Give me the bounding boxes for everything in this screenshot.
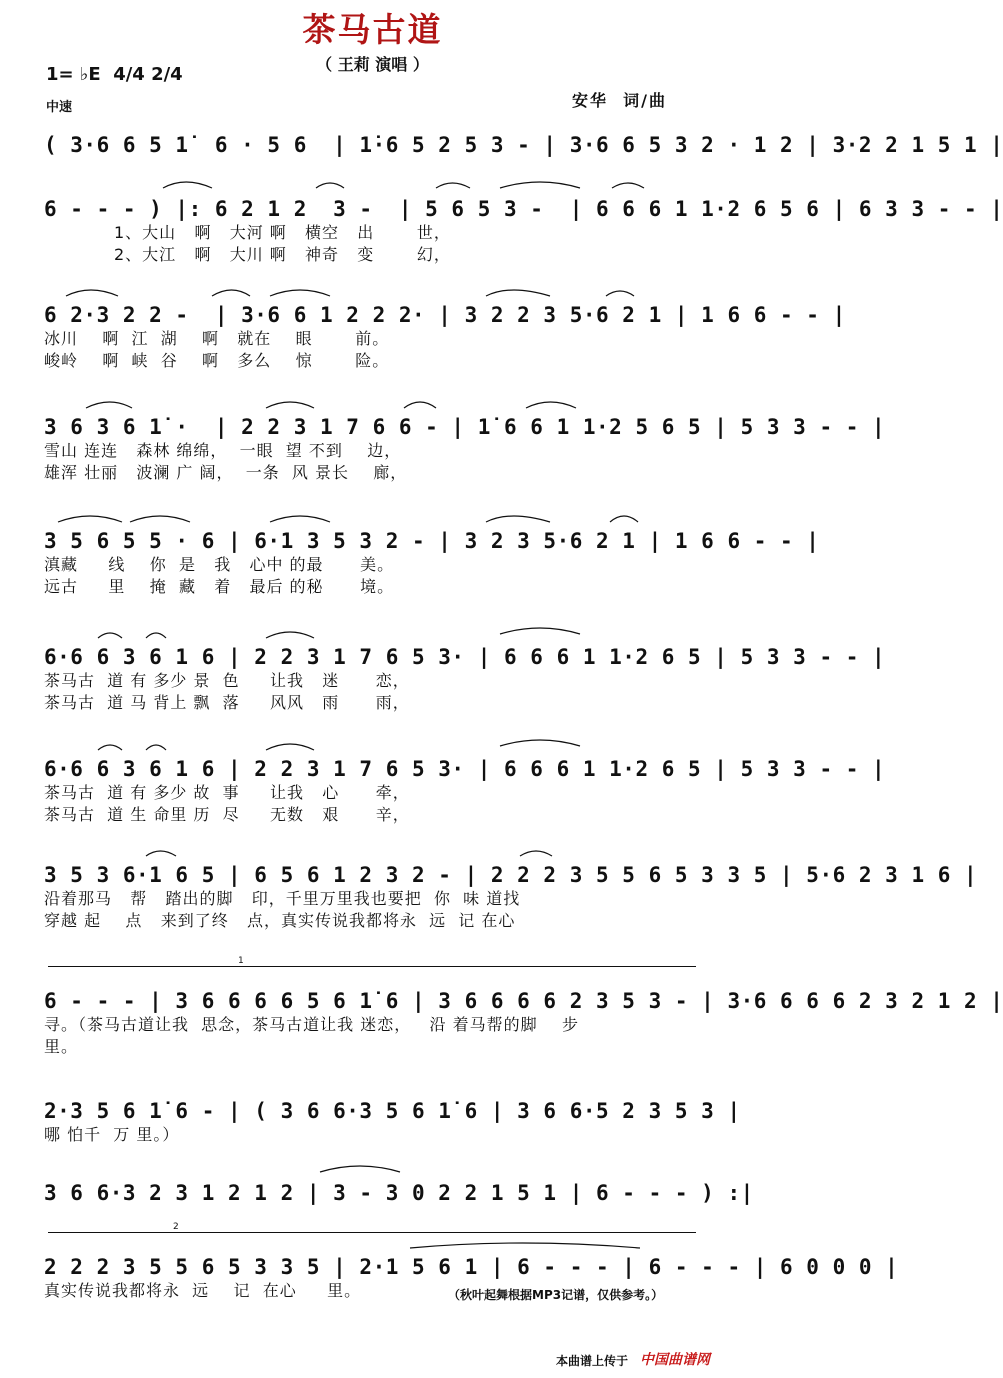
score-system	[44, 644, 886, 714]
score-system	[44, 528, 820, 598]
notation-line: 3 5 6 5 5 · 6 | 6·1 3 5 3 2 - | 3 2 3 5·6 2 1 | 1 6 6 - - |	[44, 529, 820, 553]
score-system	[44, 1098, 741, 1146]
credits: 安华 词/曲	[572, 91, 667, 110]
lyric-verse-2: 峻岭 啊 峡 谷 啊 多么 惊 险。	[44, 351, 390, 370]
notation-line: ( 3·6 6 5 1̇ 6 · 5 6 | 1̇·6 5 2 5 3 - | 3·6 6 5 3 2 · 1 2 | 3·2 2 1 5 1 |	[44, 133, 1003, 157]
singer-label: （ 王莉 演唱 ）	[316, 55, 429, 74]
score-system	[44, 1180, 754, 1206]
score-system	[44, 196, 1003, 266]
footer-text: 本曲谱上传于	[556, 1354, 629, 1368]
score-system	[44, 988, 1003, 1058]
lyric-verse-1: 哪 怕千 万 里。）	[44, 1125, 180, 1144]
lyric-verse-1: 茶马古 道 有 多少 景 色 让我 迷 恋，	[44, 671, 410, 690]
lyric-verse-1: 1、大山 啊 大河 啊 横空 出 世，	[114, 223, 451, 242]
score-system	[44, 414, 886, 484]
lyric-verse-2: 远古 里 掩 藏 着 最后 的秘 境。	[44, 577, 395, 596]
lyric-verse-1: 滇藏 线 你 是 我 心中 的最 美。	[44, 555, 395, 574]
volta-number: 2	[173, 1222, 179, 1232]
notation-line: 6 2·3 2 2 - | 3·6 6 1 2 2 2· | 3 2 2 3 5·6 2 1 | 1 6 6 - - |	[44, 303, 846, 327]
lyric-verse-1: 沿着那马 帮 踏出的脚 印，千里万里我也要把 你 味 道找	[44, 889, 521, 908]
notation-line: 2·3 5 6 1̇ 6 - | ( 3 6 6·3 5 6 1̇ 6 | 3 6 6·5 2 3 5 3 |	[44, 1099, 741, 1123]
notation-line: 3 5 3 6·1 6 5 | 6 5 6 1 2 3 2 - | 2 2 2 3 5 5 6 5 3 3 5 | 5·6 2 3 1 6 |	[44, 863, 978, 887]
notation-line: 6·6 6 3 6 1 6 | 2 2 3 1 7 6 5 3· | 6 6 6 1 1·2 6 5 | 5 3 3 - - |	[44, 757, 886, 781]
lyric-verse-1: 雪山 连连 森林 绵绵， 一眼 望 不到 边，	[44, 441, 402, 460]
tempo-marking: 中速	[46, 100, 73, 115]
notation-line: 2 2 2 3 5 5 6 5 3 3 5 | 2·1 5 6 1 | 6 - - - | 6 - - - | 6 0 0 0 |	[44, 1255, 899, 1279]
notation-line: 6 - - - ) |: 6 2 1 2 3 - | 5 6 5 3 - | 6 6 6 1 1·2 6 5 6 | 6 3 3 - - |	[44, 197, 1003, 221]
notation-line: 3 6 3 6 1̇ · | 2 2 3 1 7 6 6 - | 1̇ 6 6 1 1·2 5 6 5 | 5 3 3 - - |	[44, 415, 886, 439]
notation-line: 6 - - - | 3 6 6 6 6 5 6 1̇ 6 | 3 6 6 6 6 2 3 5 3 - | 3·6 6 6 6 2 3 2 1 2 |	[44, 989, 1003, 1013]
key-signature: 1= ♭E 4/4 2/4	[46, 64, 183, 85]
volta-bracket-2	[48, 1222, 696, 1233]
notation-line: 3 6 6·3 2 3 1 2 1 2 | 3 - 3 0 2 2 1 5 1 | 6 - - - ) :|	[44, 1181, 754, 1205]
transcription-note: （秋叶起舞根据MP3记谱，仅供参考。）	[448, 1288, 664, 1302]
lyric-verse-1: 冰川 啊 江 湖 啊 就在 眼 前。	[44, 329, 390, 348]
volta-bracket-1	[48, 956, 696, 967]
song-title: 茶马古道	[302, 10, 443, 49]
score-system	[44, 862, 978, 932]
score-system	[44, 132, 1003, 158]
lyric-verse-2: 2、大江 啊 大川 啊 神奇 变 幻，	[114, 245, 451, 264]
notation-line: 6·6 6 3 6 1 6 | 2 2 3 1 7 6 5 3· | 6 6 6 1 1·2 6 5 | 5 3 3 - - |	[44, 645, 886, 669]
volta-number: 1	[238, 956, 244, 966]
lyric-verse-1: 真实传说我都将永 远 记 在心 里。	[44, 1281, 362, 1300]
score-system	[44, 756, 886, 826]
score-system	[44, 302, 846, 372]
lyric-verse-1: 寻。（茶马古道让我 思念，茶马古道让我 迷恋， 沿 着马帮的脚 步	[44, 1015, 579, 1034]
lyric-verse-2: 茶马古 道 生 命里 历 尽 无数 艰 辛，	[44, 805, 410, 824]
site-logo: 中国曲谱网	[640, 1352, 710, 1368]
lyric-verse-1: 茶马古 道 有 多少 故 事 让我 心 牵，	[44, 783, 410, 802]
lyric-verse-2: 里。	[44, 1037, 79, 1056]
lyric-verse-2: 雄浑 壮丽 波澜 广 阔， 一条 风 景长 廊，	[44, 463, 408, 482]
lyric-verse-2: 茶马古 道 马 背上 飘 落 风风 雨 雨，	[44, 693, 410, 712]
lyric-verse-2: 穿越 起 点 来到了终 点，真实传说我都将永 远 记 在心	[44, 911, 516, 930]
